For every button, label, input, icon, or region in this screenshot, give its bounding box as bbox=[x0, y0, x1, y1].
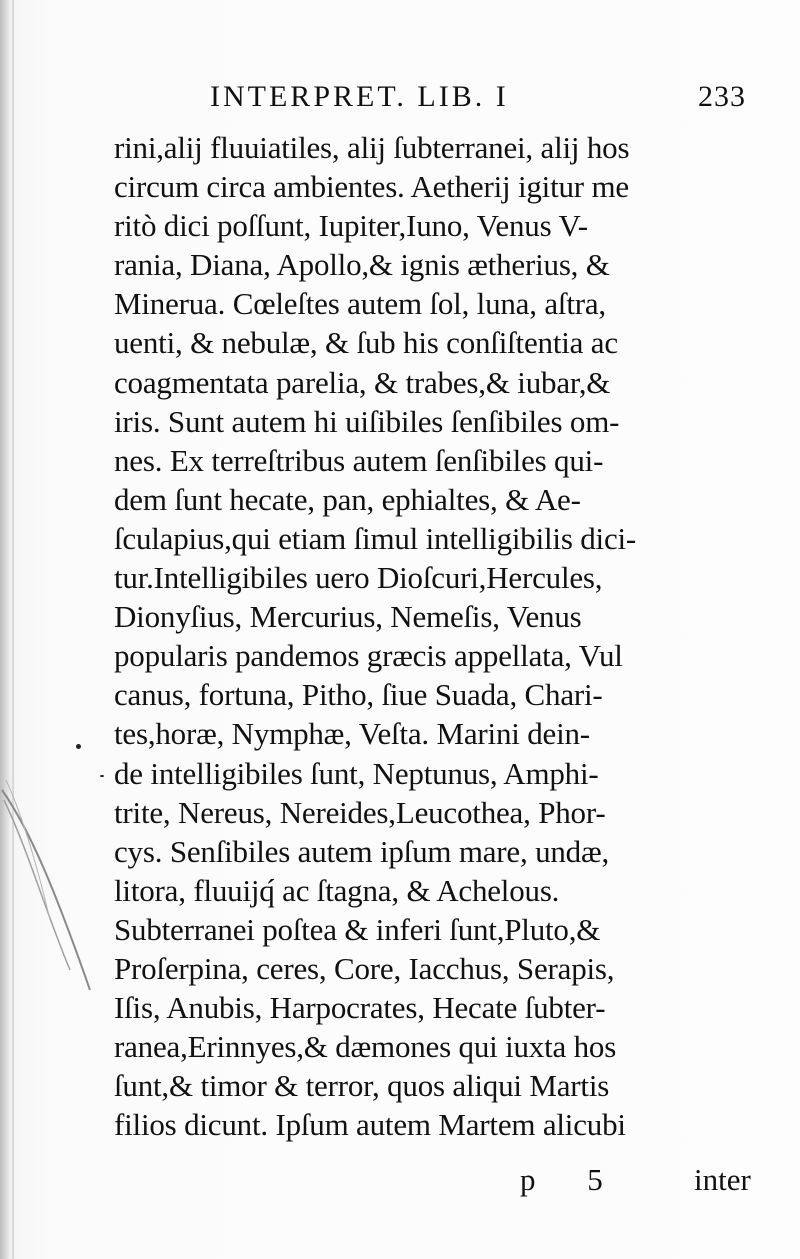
ink-speck bbox=[100, 775, 104, 777]
text-line: Iſis, Anubis, Harpocrates, Hecate ſubter- bbox=[114, 990, 606, 1026]
text-line: nes. Ex terreſtribus autem ſenſibiles qui- bbox=[114, 442, 604, 478]
running-head-title: INTERPRET. LIB. I bbox=[210, 80, 509, 113]
page-footer bbox=[114, 1162, 764, 1202]
text-line: de intelligibiles ſunt, Neptunus, Amphi- bbox=[114, 755, 599, 791]
catchword: inter bbox=[694, 1162, 751, 1197]
text-line: coagmentata parelia, & trabes,& iubar,& bbox=[114, 364, 611, 400]
text-line: Minerua. Cœleſtes autem ſol, luna, aſtra, bbox=[114, 286, 606, 322]
text-line: cys. Senſibiles autem ipſum mare, undæ, bbox=[114, 833, 610, 869]
gutter-edge bbox=[0, 0, 10, 1259]
text-line: Subterranei poſtea & inferi ſunt,Pluto,& bbox=[114, 911, 601, 947]
text-line: iris. Sunt autem hi uiſibiles ſenſibiles om- bbox=[114, 403, 620, 439]
text-line: dem ſunt hecate, pan, ephialtes, & Ae- bbox=[114, 481, 581, 517]
text-line: rania, Diana, Apollo,& ignis ætherius, & bbox=[114, 247, 610, 283]
text-line: Dionyſius, Mercurius, Nemeſis, Venus bbox=[114, 599, 582, 635]
text-line: uenti, & nebulæ, & ſub his conſiſtentia ac bbox=[114, 325, 618, 361]
page-fold-shadow bbox=[12, 0, 14, 1259]
text-line: ritò dici poſſunt, Iupiter,Iuno, Venus V- bbox=[114, 208, 588, 244]
text-line: filios dicunt. Ipſum autem Martem alicubi bbox=[114, 1107, 626, 1143]
text-line: rini,alij fluuiatiles, alij ſubterranei, alij hos bbox=[114, 130, 630, 165]
text-line: canus, fortuna, Pitho, ſiue Suada, Chari- bbox=[114, 677, 603, 713]
text-line: Proſerpina, ceres, Core, Iacchus, Serapis, bbox=[114, 950, 615, 986]
body-text bbox=[114, 128, 764, 1144]
text-line: ranea,Erinnyes,& dæmones qui iuxta hos bbox=[114, 1029, 617, 1065]
text-line: trite, Nereus, Nereides,Leucothea, Phor- bbox=[114, 794, 606, 830]
text-line: litora, fluuijq́ ac ſtagna, & Achelous. bbox=[114, 872, 560, 908]
paper-fiber-mark bbox=[0, 770, 110, 1000]
text-line: ſculapius,qui etiam ſimul intelligibilis dici- bbox=[114, 520, 637, 556]
ink-speck bbox=[76, 744, 81, 749]
signature-mark: p 5 bbox=[520, 1162, 625, 1197]
text-line: popularis pandemos græcis appellata, Vul bbox=[114, 638, 623, 674]
text-line: circum circa ambientes. Aetherij igitur me bbox=[114, 169, 629, 205]
page-number: 233 bbox=[698, 80, 746, 113]
text-line: ſunt,& timor & terror, quos aliqui Martis bbox=[114, 1068, 610, 1104]
text-line: tur.Intelligibiles uero Dioſcuri,Hercules, bbox=[114, 560, 603, 596]
text-line: tes,horæ, Nymphæ, Veſta. Marini dein- bbox=[114, 716, 590, 752]
